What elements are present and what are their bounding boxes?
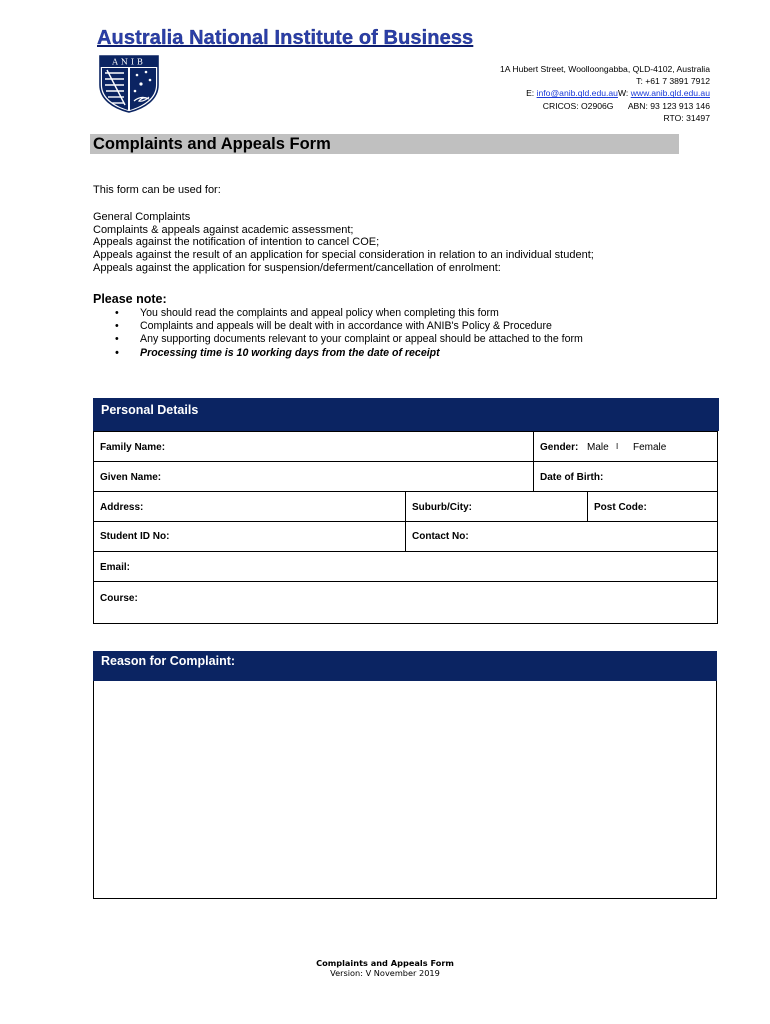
cricos-code: CRICOS: O2906G [542,100,614,111]
note-item-text: You should read the complaints and appeal policy when completing this form [140,307,499,319]
student-id-row [93,522,718,552]
dob-field[interactable] [534,462,717,491]
reason-header [93,651,717,681]
reason-textarea[interactable] [93,681,717,899]
course-field[interactable] [94,582,717,623]
please-note-heading: Please note: [93,292,167,306]
use-item: Appeals against the notification of intention to cancel COE; [93,236,380,249]
gender-separator: I [616,442,619,451]
postcode-field[interactable] [588,492,717,521]
family-name-label: Family Name: [100,442,166,453]
email-web-line [500,87,710,99]
note-item-text: Any supporting documents relevant to your complaint or appeal should be attached to the form [140,333,583,346]
bullet-icon: • [115,307,119,319]
phone-line: T: +61 7 3891 7912 [636,76,710,87]
dob-label: Date of Birth: [540,472,604,483]
note-item [115,320,583,333]
given-name-label: Given Name: [100,472,162,483]
footer-version: Version: V November 2019 [330,968,440,978]
intro-text: This form can be used for: [93,184,221,196]
contact-block [500,63,710,124]
address-line: 1A Hubert Street, Woolloongabba, QLD-4102, Australia [499,64,710,74]
use-item: Appeals against the result of an application for special consideration in relation to an individual student; [93,249,594,262]
suburb-label: Suburb/City: [412,502,472,513]
bullet-icon: • [115,346,119,359]
footer-title: Complaints and Appeals Form [316,958,454,968]
gender-female-option[interactable]: Female [633,442,667,453]
contact-no-label: Contact No: [412,531,469,542]
footer [0,958,770,978]
note-item [115,307,583,320]
uses-list [93,211,594,275]
given-name-field[interactable] [94,462,533,491]
anib-logo [97,55,161,113]
suburb-field[interactable] [406,492,587,521]
reason-heading: Reason for Complaint: [101,654,236,668]
bullet-icon: • [115,320,119,333]
note-item-text: Processing time is 10 working days from the date of receipt [140,346,440,359]
web-prefix: W: [617,88,631,99]
contact-no-field[interactable] [406,522,717,551]
note-item-text: Complaints and appeals will be dealt with in accordance with ANIB's Policy & Procedure [140,320,552,333]
rto-line: RTO: 31497 [663,112,710,123]
cricos-abn-line [500,100,710,112]
use-item: Complaints & appeals against academic assessment; [93,223,354,236]
form-title: Complaints and Appeals Form [93,135,331,153]
use-item: General Complaints [93,211,191,223]
email-row [93,552,718,582]
email-link[interactable]: info@anib.qld.edu.au [536,88,618,99]
gender-field [534,432,717,461]
personal-details-header [93,398,719,431]
gender-label: Gender: [540,442,579,453]
personal-details-heading: Personal Details [101,403,199,417]
gender-male-option[interactable]: Male [587,442,609,453]
note-bullet-list [115,307,583,360]
note-item [115,333,583,346]
abn-number: ABN: 93 123 913 146 [627,100,710,111]
family-name-field[interactable] [94,432,533,461]
address-field[interactable] [94,492,405,521]
postcode-label: Post Code: [594,502,647,513]
use-item: Appeals against the application for suspension/deferment/cancellation of enrolment: [93,261,501,274]
email-prefix: E: [526,88,537,99]
note-item-processing-time [115,347,583,360]
bullet-icon: • [115,333,119,346]
email-field[interactable] [94,552,717,581]
form-title-bar [90,134,679,154]
given-name-row [93,462,718,492]
family-name-row [93,431,718,462]
website-link[interactable]: www.anib.qld.edu.au [630,88,710,99]
student-id-label: Student ID No: [100,531,170,542]
address-label: Address: [100,502,144,513]
svg-text:ANIB: ANIB [112,57,146,67]
institute-name: Australia National Institute of Business [97,27,474,49]
email-label: Email: [100,562,131,573]
address-row [93,492,718,522]
student-id-field[interactable] [94,522,405,551]
course-row [93,582,718,624]
course-label: Course: [100,593,138,604]
